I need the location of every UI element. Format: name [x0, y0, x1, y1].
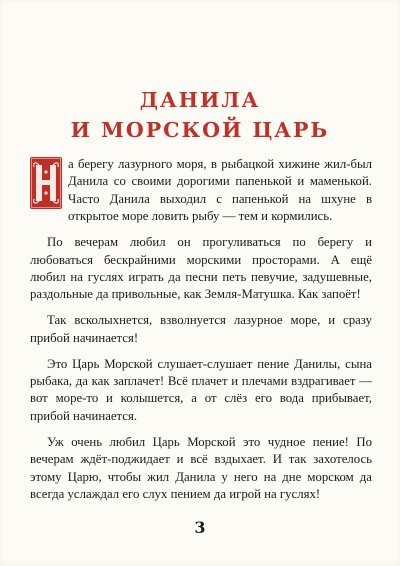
page-number: 3 [194, 518, 206, 537]
paragraph-1 [30, 156, 372, 226]
paragraph-3: Так всколыхнется, взволнуется лазурное море, и сразу прибой начинается! [30, 313, 372, 345]
paragraph-1-text: а берегу лазурного моря, в рыбацкой хижине жил-был Данила со своими дорогими папенькой и маменькой. Часто Данила выходил с папенькой на шхуне в открытое море ловить рыбу — тем и кормились. [68, 157, 372, 224]
paragraph-2: По вечерам любил он прогуливаться по берегу и любоваться бескрайними морскими просторами. А ещё любил на гуслях играть да песни петь певучие, задушевные, раздольные да привольные, как Земля-Матушка. Как запоёт! [30, 235, 372, 302]
paragraph-5: Уж очень любил Царь Морской это чудное пение! По вечерам ждёт-поджидает и всё вздыхает. И так захотелось этому Царю, чтобы жил Данила у него на дне морском да всегда услаждал его слух пением да игрой на гуслях! [30, 434, 372, 501]
story-text [30, 156, 372, 512]
drop-cap-letter [30, 157, 62, 209]
paragraph-4: Это Царь Морской слушает-слушает пение Данилы, сына рыбака, да как заплачет! Всё плачет и плечами вздрагивает — вот море-то и колышется, а от слёз его вода прибывает, прибой начинается. [30, 356, 372, 423]
title-line-2: И МОРСКОЙ ЦАРЬ [70, 118, 330, 142]
drop-cap [30, 157, 62, 209]
title-line-1: ДАНИЛА [139, 88, 261, 112]
